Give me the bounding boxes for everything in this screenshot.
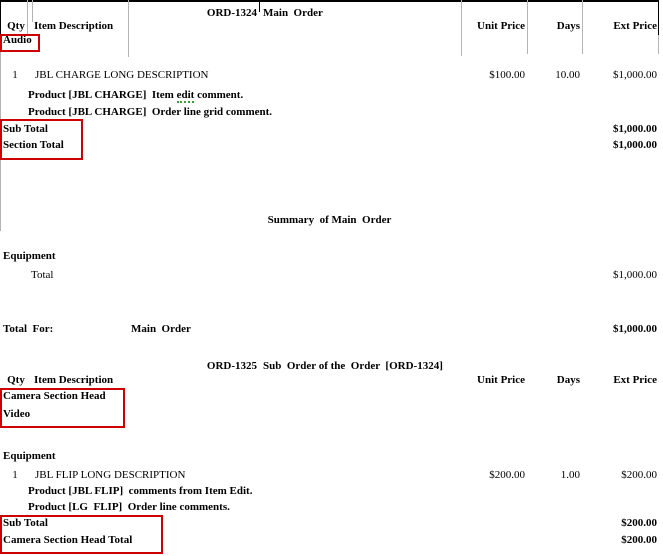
column-header-days: Days: [556, 20, 580, 32]
group-label-equipment: Equipment: [3, 450, 56, 462]
line-item-ext-price: $1,000.00: [613, 69, 657, 81]
highlight-box-camera-section-head: [0, 388, 125, 428]
summary-total-label: Total: [31, 269, 54, 281]
column-header-unit-price: Unit Price: [477, 20, 525, 32]
section-head-label: Camera Section Head: [3, 390, 106, 402]
item-comment: [28, 90, 243, 101]
order2-id: ORD-1325: [206, 360, 257, 372]
comment-text: Product [JBL CHARGE] Item: [28, 89, 177, 101]
line-item-description: JBL FLIP LONG DESCRIPTION: [35, 469, 186, 481]
column-header-qty: Qty: [7, 20, 25, 32]
highlight-box-subtotal-camera-total: [0, 515, 163, 554]
column-header-ext-price: Ext Price: [613, 20, 657, 32]
order1-id: ORD-1324: [206, 7, 257, 19]
subtotal-label: Sub Total: [3, 123, 48, 135]
line-item-qty: 1: [12, 469, 18, 481]
line-item-qty: 1: [12, 69, 18, 81]
section-head-total-label: Camera Section Head Total: [3, 534, 133, 546]
grand-total-value: $1,000.00: [613, 323, 657, 335]
grand-total-name: Main Order: [131, 323, 191, 335]
column-header-ext-price: Ext Price: [613, 374, 657, 386]
column-header-days: Days: [556, 374, 580, 386]
subtotal-value: $200.00: [621, 517, 657, 529]
item-comment: Product [JBL CHARGE] Order line grid comment.: [28, 106, 273, 118]
item-comment: Product [LG FLIP] Order line comments.: [28, 501, 230, 513]
section-label-audio: Audio: [3, 34, 32, 46]
summary-title: Summary of Main Order: [267, 214, 392, 226]
line-item-unit-price: $100.00: [489, 69, 525, 81]
section-label-video: Video: [3, 408, 31, 420]
summary-group-label: Equipment: [3, 250, 56, 262]
grid-line: [658, 0, 659, 35]
line-item-days: 10.00: [555, 69, 580, 81]
order1-name: Main Order: [263, 7, 323, 19]
subtotal-label: Sub Total: [3, 517, 48, 529]
section-total-label: Section Total: [3, 139, 64, 151]
column-header-qty: Qty: [7, 374, 25, 386]
item-comment: Product [JBL FLIP] comments from Item Edit.: [28, 485, 253, 497]
highlight-box-subtotal-section-total: [0, 119, 83, 160]
misspelled-word: edit: [176, 89, 195, 101]
line-item-description: JBL CHARGE LONG DESCRIPTION: [35, 69, 209, 81]
section-total-value: $1,000.00: [613, 139, 657, 151]
order2-name: Sub Order of the Order [ORD-1324]: [263, 360, 443, 372]
grid-line: [128, 0, 129, 6]
column-header-unit-price: Unit Price: [477, 374, 525, 386]
column-header-item-description: Item Description: [34, 20, 114, 32]
section-head-total-value: $200.00: [621, 534, 657, 546]
grid-line: [32, 0, 33, 17]
line-item-ext-price: $200.00: [621, 469, 657, 481]
comment-text: comment.: [194, 89, 244, 101]
column-header-item-description: Item Description: [34, 374, 114, 386]
grand-total-label: Total For:: [3, 323, 54, 335]
line-item-days: 1.00: [560, 469, 580, 481]
grid-line: [128, 0, 129, 57]
line-item-unit-price: $200.00: [489, 469, 525, 481]
subtotal-value: $1,000.00: [613, 123, 657, 135]
highlight-box-audio: [0, 34, 40, 52]
summary-total-value: $1,000.00: [613, 269, 657, 281]
grid-line: [259, 0, 260, 12]
grid-line: [0, 0, 659, 2]
